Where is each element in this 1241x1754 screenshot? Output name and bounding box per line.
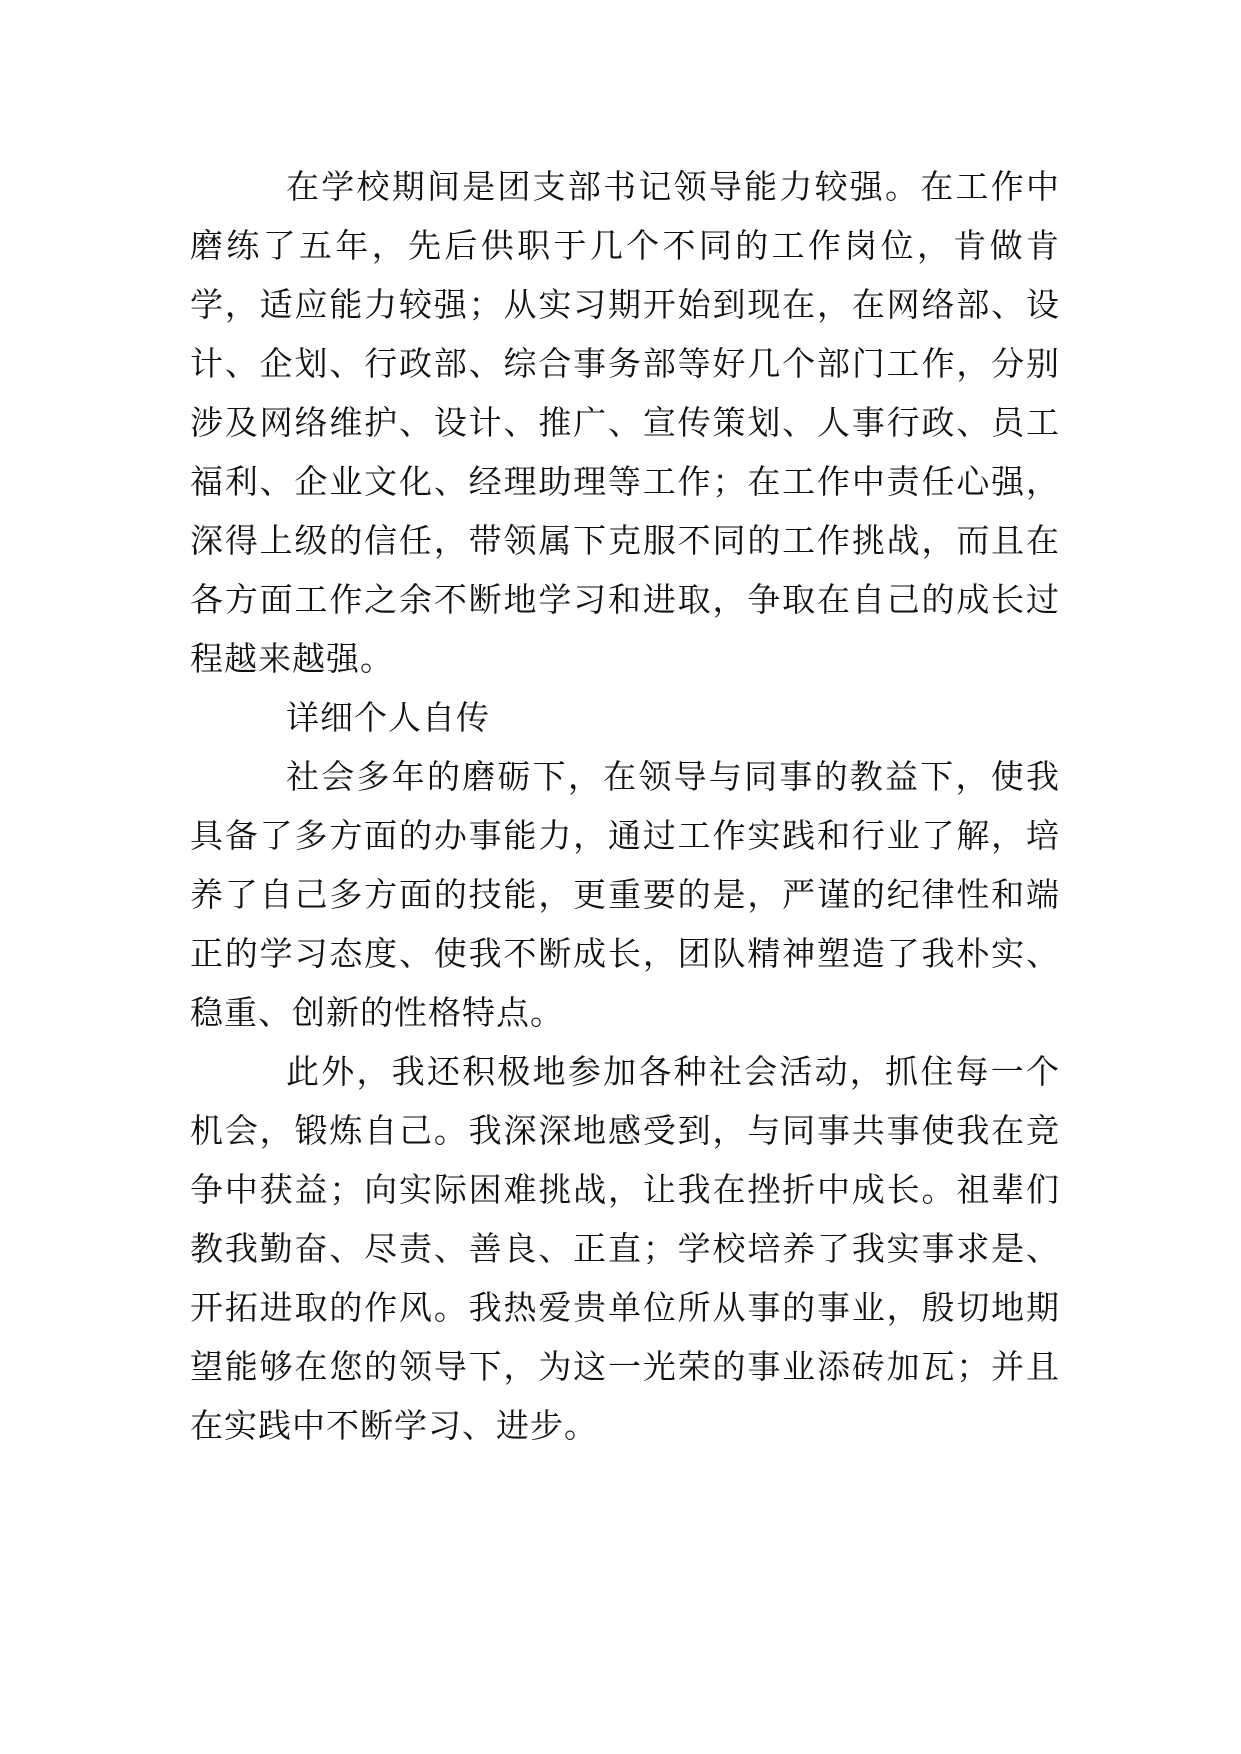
paragraph-abilities: 社会多年的磨砺下，在领导与同事的教益下，使我具备了多方面的办事能力，通过工作实践和行业了解，培养了自己多方面的技能，更重要的是，严谨的纪律性和端正的学习态度、使我不断成长，团队精神塑造了我朴实、稳重、创新的性格特点。 <box>190 757 1060 1032</box>
document-body <box>190 157 1060 1455</box>
paragraph-work-experience: 在学校期间是团支部书记领导能力较强。在工作中磨练了五年，先后供职于几个不同的工作岗位，肯做肯学，适应能力较强；从实习期开始到现在，在网络部、设计、企划、行政部、综合事务部等好几个部门工作，分别涉及网络维护、设计、推广、宣传策划、人事行政、员工福利、企业文化、经理助理等工作；在工作中责任心强，深得上级的信任，带领属下克服不同的工作挑战，而且在各方面工作之余不断地学习和进取，争取在自己的成长过程越来越强。 <box>190 167 1060 678</box>
section-heading-autobiography: 详细个人自传 <box>286 698 490 737</box>
paragraph-activities: 此外，我还积极地参加各种社会活动，抓住每一个机会，锻炼自己。我深深地感受到，与同事共事使我在竞争中获益；向实际困难挑战，让我在挫折中成长。祖辈们教我勤奋、尽责、善良、正直；学校培养了我实事求是、开拓进取的作风。我热爱贵单位所从事的事业，殷切地期望能够在您的领导下，为这一光荣的事业添砖加瓦；并且在实践中不断学习、进步。 <box>190 1052 1060 1445</box>
